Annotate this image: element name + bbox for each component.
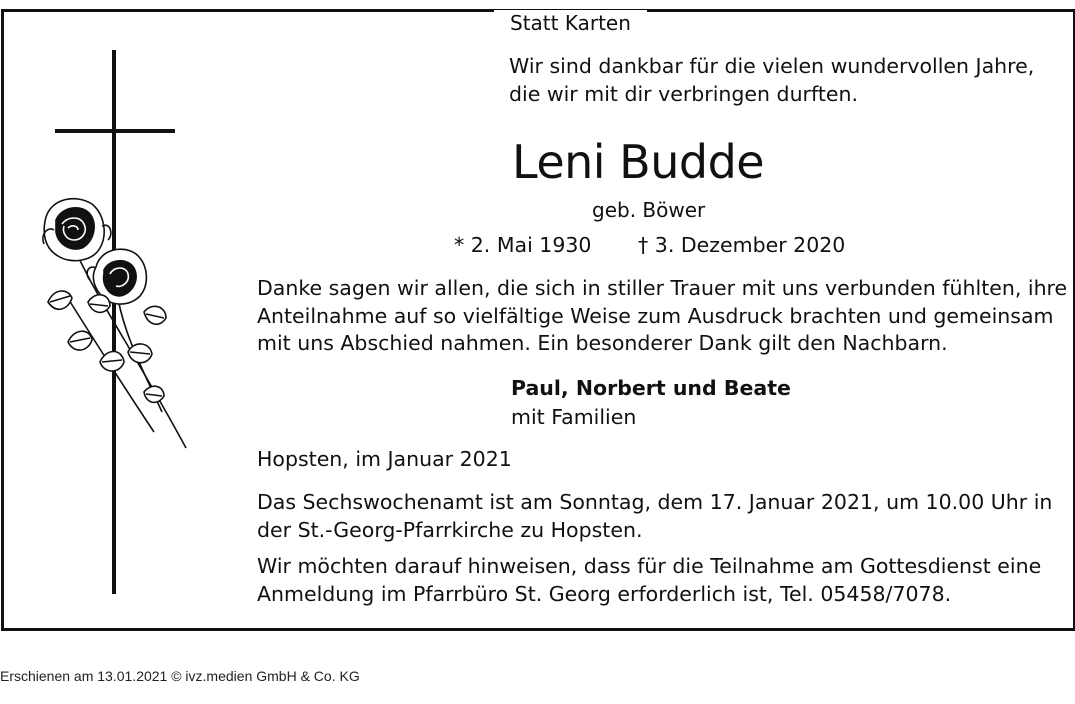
birth-date: * 2. Mai 1930 xyxy=(454,233,592,257)
signers: Paul, Norbert und Beate xyxy=(511,376,791,400)
text-line: Danke sagen wir allen, die sich in stiller Trauer mit uns verbunden fühlten, ihre xyxy=(257,276,1068,300)
text-line: mit uns Abschied nahmen. Ein besonderer Dank gilt den Nachbarn. xyxy=(257,331,948,355)
obituary-frame xyxy=(1,9,1075,631)
place-date: Hopsten, im Januar 2021 xyxy=(257,447,512,471)
life-dates xyxy=(454,232,845,258)
text-line: Anteilnahme auf so vielfältige Weise zum Ausdruck brachten und gemeinsam xyxy=(257,303,1054,328)
text-line: Anmeldung im Pfarrbüro St. Georg erforderlich ist, Tel. 05458/7078. xyxy=(257,581,952,606)
service-paragraph xyxy=(257,489,1052,544)
cross-icon xyxy=(4,12,204,612)
registration-paragraph xyxy=(257,553,1041,608)
thanks-paragraph xyxy=(257,275,1067,358)
text-line: der St.-Georg-Pfarrkirche zu Hopsten. xyxy=(257,517,643,542)
motto-line: Wir sind dankbar für die vielen wundervollen Jahre, xyxy=(509,54,1035,78)
deceased-name: Leni Budde xyxy=(512,135,765,189)
motto xyxy=(509,52,1034,108)
header-label: Statt Karten xyxy=(494,10,647,36)
motto-line: die wir mit dir verbringen durften. xyxy=(509,82,859,106)
publication-footer: Erschienen am 13.01.2021 © ivz.medien GmbH & Co. KG xyxy=(0,668,360,684)
text-line: Das Sechswochenamt ist am Sonntag, dem 17. Januar 2021, um 10.00 Uhr in xyxy=(257,490,1053,514)
text-line: Wir möchten darauf hinweisen, dass für die Teilnahme am Gottesdienst eine xyxy=(257,554,1042,578)
families: mit Familien xyxy=(511,405,637,429)
maiden-name: geb. Böwer xyxy=(592,198,706,222)
death-date: † 3. Dezember 2020 xyxy=(638,233,846,257)
